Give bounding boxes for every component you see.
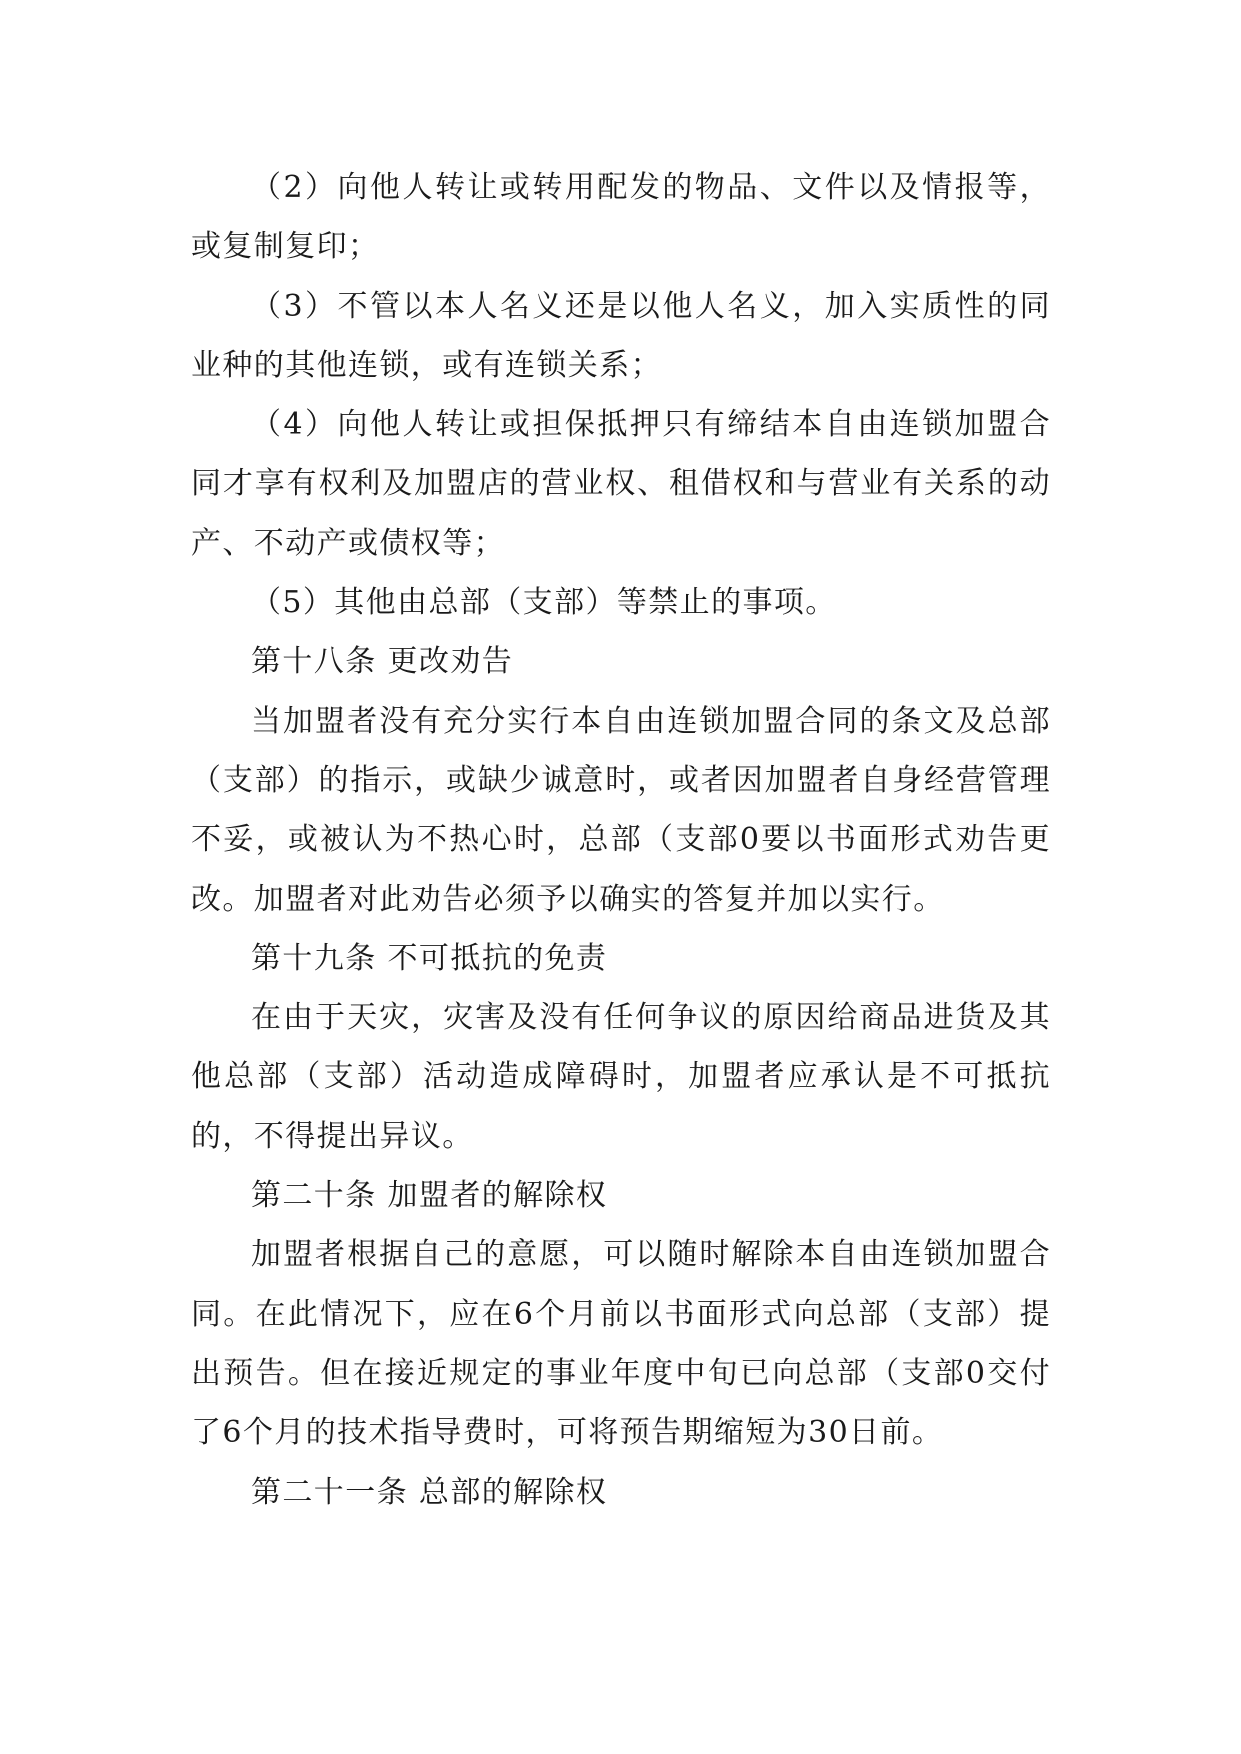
- paragraph-item-5: （5）其他由总部（支部）等禁止的事项。: [251, 585, 837, 621]
- article-18-body: 当加盟者没有充分实行本自由连锁加盟合同的条文及总部（支部）的指示，或缺少诚意时，或者因加盟者自身经营管理不妥，或被认为不热心时，总部（支部0要以书面形式劝告更改。加盟者对此劝告必须予以确实的答复并加以实行。: [191, 703, 1051, 917]
- article-18-heading: 第十八条 更改劝告: [251, 644, 514, 680]
- article-20-heading: 第二十条 加盟者的解除权: [251, 1178, 608, 1214]
- article-20-body: 加盟者根据自己的意愿，可以随时解除本自由连锁加盟合同。在此情况下，应在6个月前以书面形式向总部（支部）提出预告。但在接近规定的事业年度中旬已向总部（支部0交付了6个月的技术指导费时，可将预告期缩短为30日前。: [191, 1237, 1051, 1451]
- article-19-body: 在由于天灾，灾害及没有任何争议的原因给商品进货及其他总部（支部）活动造成障碍时，加盟者应承认是不可抵抗的，不得提出异议。: [191, 1000, 1051, 1154]
- paragraph-item-4: （4）向他人转让或担保抵押只有缔结本自由连锁加盟合同才享有权利及加盟店的营业权、租借权和与营业有关系的动产、不动产或债权等；: [191, 407, 1051, 561]
- paragraph-item-3: （3）不管以本人名义还是以他人名义，加入实质性的同业种的其他连锁，或有连锁关系；: [191, 288, 1051, 383]
- document-body: [191, 158, 1051, 1522]
- article-19-heading: 第十九条 不可抵抗的免责: [251, 940, 608, 976]
- paragraph-item-2: （2）向他人转让或转用配发的物品、文件以及情报等，或复制复印；: [191, 170, 1051, 265]
- article-21-heading: 第二十一条 总部的解除权: [251, 1474, 608, 1510]
